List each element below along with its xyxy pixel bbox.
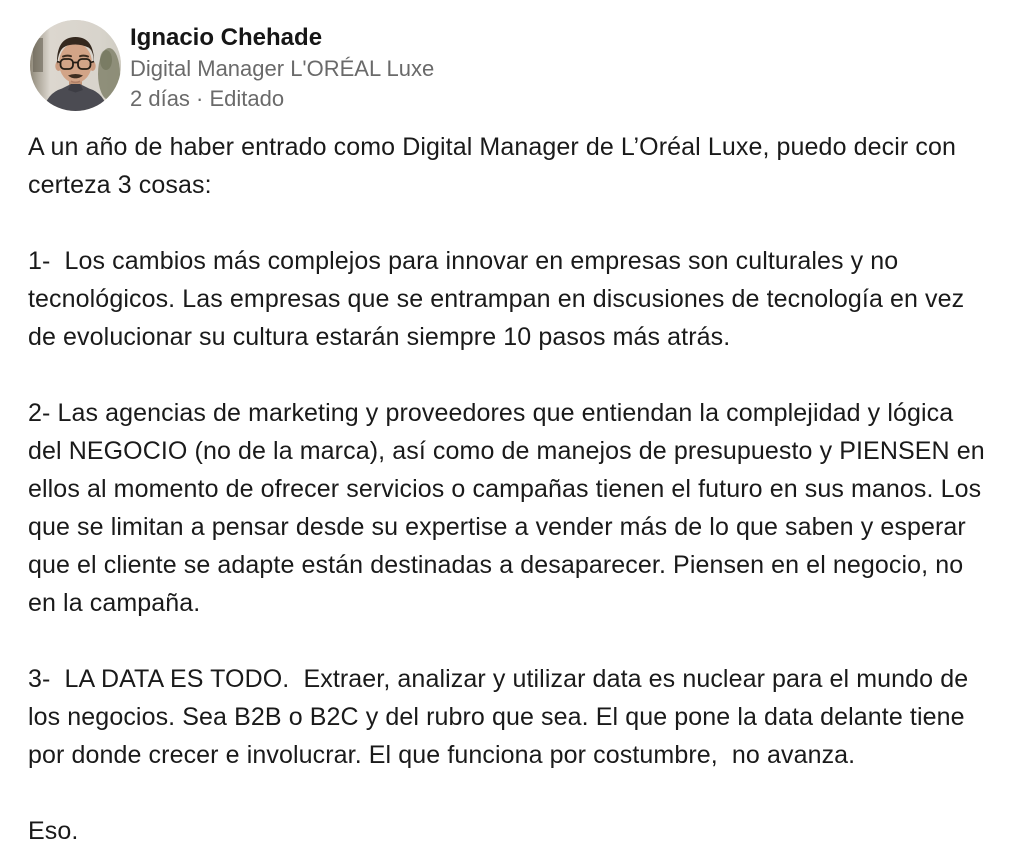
post-paragraph-intro: A un año de haber entrado como Digital Manager de L’Oréal Luxe, puedo decir con certeza 3 cosas: bbox=[28, 133, 964, 199]
post-paragraph-point-1: 1- Los cambios más complejos para innovar en empresas son culturales y no tecnológicos. Las empresas que se entrampan en discusiones de tecnología en vez de evolucionar su cultura estarán siempre 10 pasos más atrás. bbox=[28, 247, 972, 351]
author-info bbox=[130, 20, 434, 113]
profile-photo-image bbox=[30, 20, 121, 111]
author-name[interactable]: Ignacio Chehade bbox=[130, 24, 323, 51]
post-paragraph-point-3: 3- LA DATA ES TODO. Extraer, analizar y utilizar data es nuclear para el mundo de los negocios. Sea B2B o B2C y del rubro que sea. El que pone la data delante tiene por donde crecer e involucrar. El que funciona por costumbre, no avanza. bbox=[28, 665, 976, 769]
author-headline: Digital Manager L'ORÉAL Luxe bbox=[130, 56, 435, 81]
avatar[interactable] bbox=[30, 20, 121, 111]
post-timestamp: 2 días · Editado bbox=[130, 86, 285, 111]
post-header bbox=[30, 20, 434, 113]
post-body bbox=[28, 128, 992, 854]
post-paragraph-point-2: 2- Las agencias de marketing y proveedores que entiendan la complejidad y lógica del NEGOCIO (no de la marca), así como de manejos de presupuesto y PIENSEN en ellos al momento de ofrecer servicios o campañas tienen el futuro en sus manos. Los que se limitan a pensar desde su expertise a vender más de lo que saben y esperar que el cliente se adapte están destinadas a desaparecer. Piensen en el negocio, no en la campaña. bbox=[28, 399, 992, 617]
post-paragraph-closing: Eso. bbox=[28, 817, 79, 845]
